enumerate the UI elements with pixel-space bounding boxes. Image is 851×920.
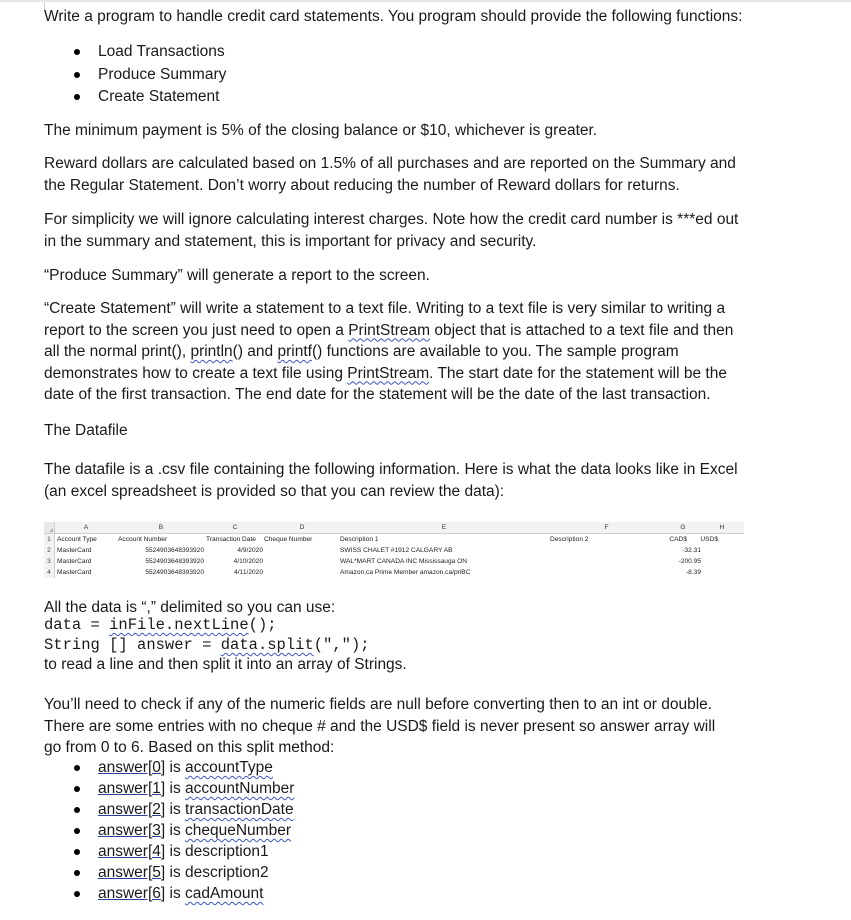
answer-ref: answer[3] xyxy=(98,822,166,839)
spellcheck-word: println xyxy=(190,343,233,360)
datafile-description: The datafile is a .csv file containing the following information. Here is what the data looks like in Excel (an excel spreadsheet is provided so that you can review the data): xyxy=(44,461,738,500)
answer-ref: answer[0] xyxy=(98,759,166,776)
sheet-cell: 4/11/2020 xyxy=(234,569,263,576)
sheet-cell: -8.39 xyxy=(685,569,701,576)
sheet-cell: Account Type xyxy=(57,536,97,543)
spellcheck-word: data.split xyxy=(220,636,314,654)
row-number: 4 xyxy=(44,567,55,578)
read-line-paragraph: to read a line and then split it into an array of Strings. xyxy=(44,656,407,673)
sheet-cell xyxy=(550,556,664,567)
sheet-cell xyxy=(265,567,339,578)
sheet-cell xyxy=(550,567,664,578)
spellcheck-word: printf xyxy=(277,343,312,360)
delimited-paragraph: All the data is “,” delimited so you can use: xyxy=(44,599,336,616)
spellcheck-word: transactionDate xyxy=(185,801,294,818)
sheet-row xyxy=(44,567,744,578)
row-number: 3 xyxy=(44,556,55,567)
column-header-row xyxy=(44,522,744,534)
list-item: Produce Summary xyxy=(68,64,226,87)
row-number: 2 xyxy=(44,545,55,556)
excel-spreadsheet xyxy=(44,522,744,582)
sheet-cell: WAL*MART CANADA INC Mississauga ON xyxy=(340,558,468,565)
list-item: Load Transactions xyxy=(68,41,226,64)
sheet-cell: Amazon.ca Prime Member amazon.ca/priBC xyxy=(340,569,471,576)
sheet-cell: -32.31 xyxy=(682,547,701,554)
sheet-cell: 4/9/2020 xyxy=(237,547,263,554)
sheet-cell: Cheque Number xyxy=(264,536,313,543)
sheet-row xyxy=(44,545,744,556)
row-number: 1 xyxy=(44,534,55,545)
column-header: D xyxy=(299,524,305,531)
answer-field: description2 xyxy=(185,864,269,881)
column-header: G xyxy=(680,524,686,531)
sheet-cell xyxy=(265,545,339,556)
code-line-1: data = inFile.nextLine(); xyxy=(44,616,277,634)
spellcheck-word: cadAmount xyxy=(185,885,264,902)
sheet-cell: CAD$ xyxy=(669,536,687,543)
answer-ref: answer[2] xyxy=(98,801,166,818)
sheet-cell: MasterCard xyxy=(57,547,92,554)
spellcheck-word: accountNumber xyxy=(185,780,295,797)
answer-ref: answer[6] xyxy=(98,885,166,902)
column-header: C xyxy=(232,524,238,531)
sheet-row xyxy=(44,534,744,545)
reward-paragraph: Reward dollars are calculated based on 1.5% of all purchases and are reported on the Summary and the Regular Statement. Don’t worry about reducing the number of Reward dollars for returns. xyxy=(44,155,736,194)
spellcheck-word: chequeNumber xyxy=(185,822,291,839)
simplicity-paragraph: For simplicity we will ignore calculating interest charges. Note how the credit card number is ***ed out in the summary and statement, this is important for privacy and security. xyxy=(44,211,739,250)
column-header: E xyxy=(441,524,447,531)
spellcheck-word: PrintStream xyxy=(348,321,431,339)
sheet-cell: Description 2 xyxy=(550,536,589,543)
spellcheck-word: PrintStream xyxy=(347,364,430,382)
list-item: answer[3] is chequeNumber xyxy=(68,820,294,841)
sheet-cell xyxy=(265,556,339,567)
create-statement-paragraph: “Create Statement” will write a statement to a text file. Writing to a text file is very similar to writing a report to the screen you just need to open a PrintStream object that is attached to a text file and then all the normal print(), println() and printf() functions are available to you. The sample program demonstrates how to create a text file using PrintStream. The start date for the statement will be the date of the first transaction. The end date for the statement will be the date of the last transaction. xyxy=(44,300,734,403)
list-item: answer[1] is accountNumber xyxy=(68,778,294,799)
sheet-cell: USD$ xyxy=(700,536,718,543)
sheet-cell: 5524903648393920 xyxy=(145,569,204,576)
sheet-cell xyxy=(550,545,664,556)
produce-summary-paragraph: “Produce Summary” will generate a report to the screen. xyxy=(44,267,430,284)
list-item: Create Statement xyxy=(68,86,226,109)
sheet-row xyxy=(44,556,744,567)
column-header: H xyxy=(719,524,725,531)
column-header: B xyxy=(158,524,164,531)
sheet-cell: Description 1 xyxy=(340,536,379,543)
code-line-2: String [] answer = data.split(","); xyxy=(44,636,370,654)
answer-field: description1 xyxy=(185,843,269,860)
list-item: answer[6] is cadAmount xyxy=(68,883,294,904)
column-header: F xyxy=(604,524,609,531)
list-item: answer[4] is description1 xyxy=(68,841,294,862)
sheet-cell: MasterCard xyxy=(57,558,92,565)
page-top-edge xyxy=(0,0,851,2)
sheet-cell: -200.95 xyxy=(678,558,701,565)
intro-paragraph: Write a program to handle credit card statements. You program should provide the following functions: xyxy=(44,8,743,25)
answer-ref: answer[1] xyxy=(98,780,166,797)
sheet-cell xyxy=(702,545,740,556)
answers-list xyxy=(68,757,294,904)
column-header: A xyxy=(83,524,89,531)
answer-ref: answer[4] xyxy=(98,843,166,860)
min-payment-paragraph: The minimum payment is 5% of the closing balance or $10, whichever is greater. xyxy=(44,122,598,139)
spellcheck-word: accountType xyxy=(185,759,273,776)
select-all-corner xyxy=(44,522,55,533)
sheet-cell: Account Number xyxy=(118,536,168,543)
answer-ref: answer[5] xyxy=(98,864,166,881)
spellcheck-word: inFile.nextLine xyxy=(109,616,249,634)
sheet-cell: 4/10/2020 xyxy=(233,558,263,565)
list-item: answer[2] is transactionDate xyxy=(68,799,294,820)
sheet-cell: MasterCard xyxy=(57,569,92,576)
sheet-cell: Transaction Date xyxy=(206,536,256,543)
datafile-heading: The Datafile xyxy=(44,422,128,439)
sheet-cell xyxy=(702,556,740,567)
sheet-cell: SWISS CHALET #1912 CALGARY AB xyxy=(340,547,453,554)
check-null-paragraph: You’ll need to check if any of the numeric fields are null before converting then to an int or double. There are some entries with no cheque # and the USD$ field is never present so answer array will go from 0 to 6. Based on this split method: xyxy=(44,696,716,756)
list-item: answer[5] is description2 xyxy=(68,862,294,883)
functions-list xyxy=(68,41,226,109)
sheet-cell: 5524903648393920 xyxy=(145,558,204,565)
sheet-cell xyxy=(702,567,740,578)
list-item: answer[0] is accountType xyxy=(68,757,294,778)
sheet-cell: 5524903648393920 xyxy=(145,547,204,554)
